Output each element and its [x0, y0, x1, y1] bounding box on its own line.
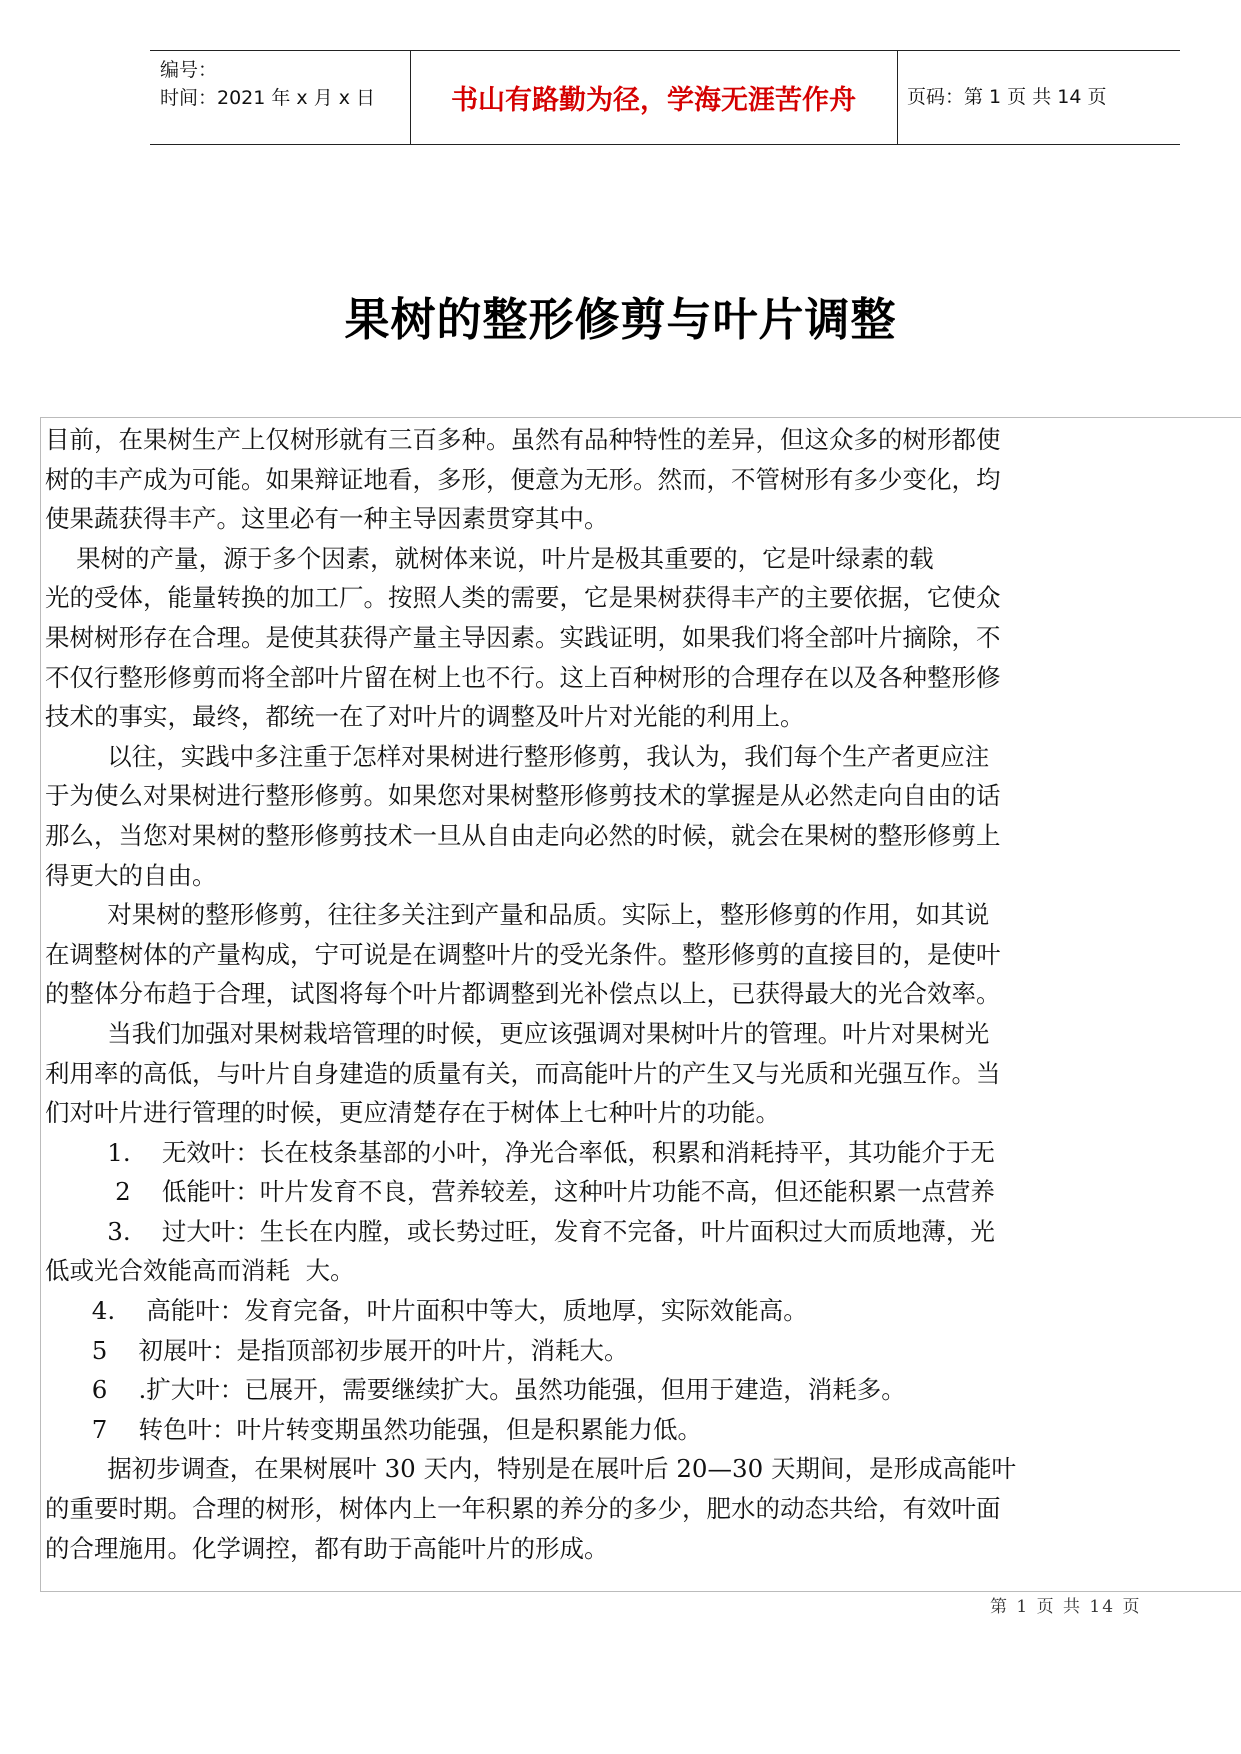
serial-label: 编号：	[160, 59, 218, 81]
body-line: 目前，在果树生产上仅树形就有三百多种。虽然有品种特性的差异，但这众多的树形都使	[45, 425, 1001, 454]
body-line: 利用率的高低，与叶片自身建造的质量有关，而高能叶片的产生又与光质和光强互作。当	[45, 1058, 1001, 1088]
header-motto: 书山有路勤为径，学海无涯苦作舟	[451, 84, 856, 116]
body-line: 5 初展叶：是指顶部初步展开的叶片，消耗大。	[45, 1335, 629, 1365]
header-divider-right	[897, 50, 898, 144]
body-line: 的整体分布趋于合理，试图将每个叶片都调整到光补偿点以上，已获得最大的光合效率。	[45, 979, 1001, 1009]
header-meta	[160, 56, 375, 112]
body-line: 的重要时期。合理的树形，树体内上一年积累的养分的多少，肥水的动态共给，有效叶面	[45, 1494, 1001, 1524]
body-line: 果树的产量，源于多个因素，就树体来说，叶片是极其重要的，它是叶绿素的载	[45, 543, 934, 573]
body-line: 1. 无效叶：长在枝条基部的小叶，净光合率低，积累和消耗持平，其功能介于无	[45, 1137, 995, 1167]
body-line: 在调整树体的产量构成，宁可说是在调整叶片的受光条件。整形修剪的直接目的，是使叶	[45, 939, 1001, 969]
body-line: 当我们加强对果树栽培管理的时候，更应该强调对果树叶片的管理。叶片对果树光	[45, 1018, 990, 1048]
body-line: 以往，实践中多注重于怎样对果树进行整形修剪，我认为，我们每个生产者更应注	[45, 741, 990, 771]
body-text	[45, 420, 1241, 1568]
body-text-frame	[40, 417, 1241, 1592]
body-line: 那么，当您对果树的整形修剪技术一旦从自由走向必然的时候，就会在果树的整形修剪上	[45, 820, 1001, 850]
body-line: 的合理施用。化学调控，都有助于高能叶片的形成。	[45, 1533, 609, 1563]
body-line: 不仅行整形修剪而将全部叶片留在树上也不行。这上百种树形的合理存在以及各种整形修	[45, 662, 1001, 692]
body-line: 于为使么对果树进行整形修剪。如果您对果树整形修剪技术的掌握是从必然走向自由的话	[45, 781, 1001, 811]
header-bottom-rule	[150, 144, 1180, 145]
body-line: 对果树的整形修剪，往往多关注到产量和品质。实际上，整形修剪的作用，如其说	[45, 900, 990, 930]
footer-page-number: 第 1 页 共 14 页	[990, 1597, 1142, 1617]
body-line: 们对叶片进行管理的时候，更应清楚存在于树体上七种叶片的功能。	[45, 1098, 780, 1128]
body-line: 低或光合效能高而消耗 大。	[45, 1256, 355, 1286]
body-line: 7 转色叶：叶片转变期虽然功能强，但是积累能力低。	[45, 1414, 702, 1444]
time-label: 时间：2021 年 x 月 x 日	[160, 87, 376, 109]
body-line: 得更大的自由。	[45, 860, 217, 890]
body-line: 据初步调查，在果树展叶 30 天内，特别是在展叶后 20—30 天期间，是形成高能叶	[45, 1454, 1016, 1484]
body-line: 2 低能叶：叶片发育不良，营养较差，这种叶片功能不高，但还能积累一点营养	[45, 1177, 995, 1207]
header-page-info: 页码：第 1 页 共 14 页	[907, 86, 1107, 108]
body-line: 3. 过大叶：生长在内膛，或长势过旺，发育不完备，叶片面积过大而质地薄，光	[45, 1216, 995, 1246]
body-line: 使果蔬获得丰产。这里必有一种主导因素贯穿其中。	[45, 504, 609, 534]
document-title: 果树的整形修剪与叶片调整	[344, 293, 897, 346]
body-line: 光的受体，能量转换的加工厂。按照人类的需要，它是果树获得丰产的主要依据，它使众	[45, 583, 1001, 613]
body-line: 4. 高能叶：发育完备，叶片面积中等大，质地厚，实际效能高。	[45, 1296, 808, 1326]
body-line: 树的丰产成为可能。如果辩证地看，多形，便意为无形。然而，不管树形有多少变化，均	[45, 464, 1001, 494]
body-line: 技术的事实，最终，都统一在了对叶片的调整及叶片对光能的利用上。	[45, 702, 805, 732]
body-line: 6 .扩大叶：已展开，需要继续扩大。虽然功能强，但用于建造，消耗多。	[45, 1375, 906, 1405]
body-line: 果树树形存在合理。是使其获得产量主导因素。实践证明，如果我们将全部叶片摘除，不	[45, 622, 1001, 652]
